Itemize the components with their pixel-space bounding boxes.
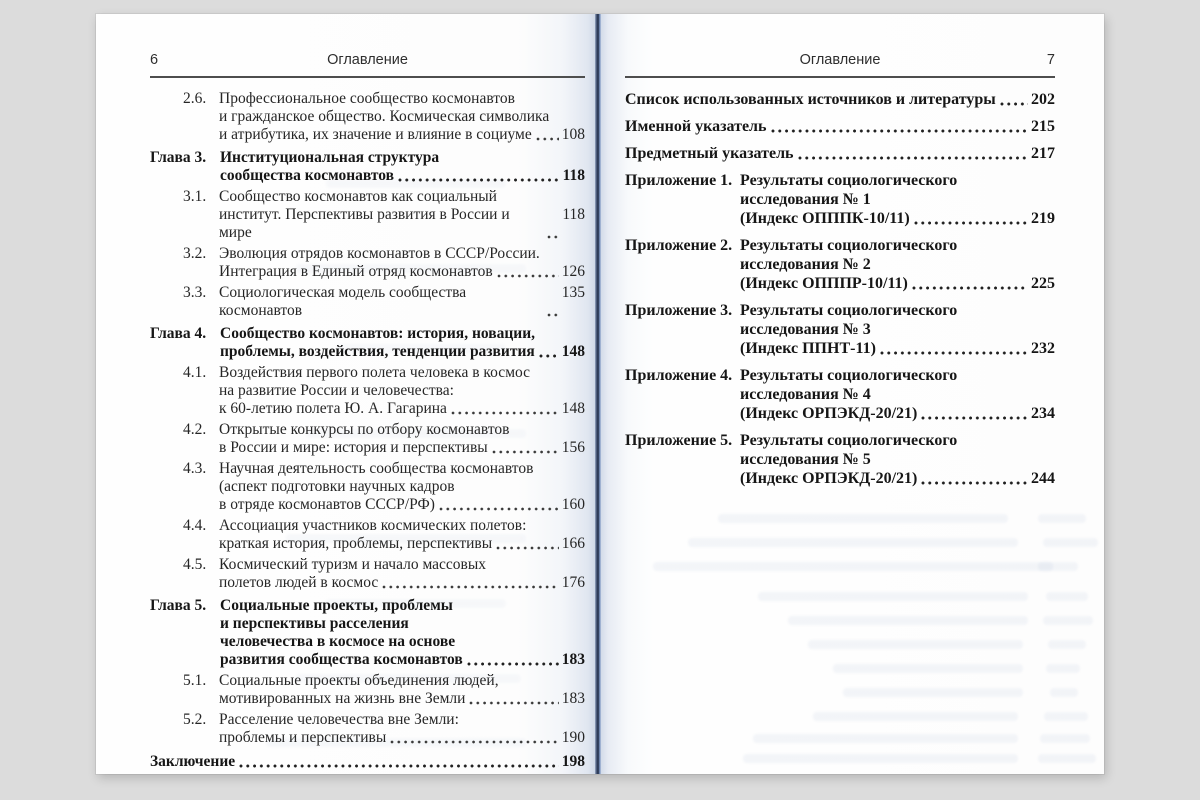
ghost-text-bar: [1043, 538, 1098, 547]
toc-entry-line: [150, 753, 585, 771]
toc-entry-line: исследования № 4: [740, 386, 871, 403]
toc-entry-line: исследования № 2: [740, 256, 871, 273]
dot-leader: [912, 286, 1028, 290]
toc-entry-text: [219, 517, 585, 553]
toc-entry-line-text: к 60-летию полета Ю. А. Гагарина: [219, 400, 447, 417]
toc-entry-text: [740, 431, 1055, 488]
toc-entry: [150, 753, 585, 771]
toc-entry: [150, 325, 585, 361]
toc-entry-line-text: институт. Перспективы развития в России и мире: [219, 206, 510, 241]
toc-entry-line: Сообщество космонавтов как социальный: [219, 188, 497, 205]
toc-entry-line: [220, 167, 585, 185]
toc-entry: [150, 284, 585, 320]
toc-entry-page-number: 244: [1031, 470, 1055, 487]
toc-entry-line: Институциональная структура: [220, 149, 440, 166]
toc-entry-label: 5.2.: [183, 711, 207, 728]
toc-entry-page-number: 148: [561, 400, 585, 417]
toc-entry-label: Глава 5.: [150, 597, 207, 614]
toc-entry-text: [219, 284, 585, 320]
toc-entry-line-text: Предметный указатель: [625, 145, 794, 162]
toc-entry-label: 2.6.: [183, 90, 207, 107]
ghost-text-bar: [1046, 592, 1088, 601]
toc-entry-line: [740, 274, 1055, 293]
toc-entry-line: [740, 469, 1055, 488]
toc-entry: [150, 188, 585, 242]
toc-entry-page-number: 183: [561, 651, 585, 668]
toc-entry-line: Результаты социологического: [740, 367, 958, 384]
toc-entry-line-text: Заключение: [150, 753, 236, 770]
ghost-text-bar: [788, 616, 1028, 625]
toc-entry-line: [740, 404, 1055, 423]
book-spine-gutter: [595, 14, 601, 774]
toc-entry-page-number: 135: [561, 284, 585, 301]
dot-leader: [469, 701, 558, 705]
toc-entry-label: Приложение 2.: [625, 237, 733, 254]
toc-entry: [625, 366, 1055, 423]
toc-entry-line: человечества в космосе на основе: [220, 633, 456, 650]
toc-entry-line: [219, 400, 585, 418]
toc-entry-text: [219, 421, 585, 457]
toc-entry-line-text: развития сообщества космонавтов: [220, 651, 463, 668]
toc-entry: [625, 236, 1055, 293]
toc-entry-line-text: в России и мире: история и перспективы: [219, 439, 488, 456]
toc-entry-page-number: 156: [561, 439, 585, 456]
toc-entry-line-text: Социологическая модель сообщества космонавтов: [219, 284, 467, 319]
running-head: Оглавление: [799, 52, 881, 68]
ghost-text-bar: [813, 712, 1018, 721]
dot-leader: [914, 221, 1028, 225]
toc-entry-line-text: полетов людей в космос: [219, 574, 379, 591]
toc-entry-line-text: (Индекс ОПППК-10/11): [740, 210, 910, 227]
toc-entry-line: [625, 117, 1055, 136]
toc-entry-line: [219, 206, 585, 242]
toc-entry-text: [219, 90, 585, 144]
toc-entry-text: [740, 171, 1055, 228]
right-page-header: [625, 52, 1055, 72]
header-rule: [625, 76, 1055, 78]
toc-entry: [150, 90, 585, 144]
toc-entry-text: [625, 117, 1055, 136]
toc-entry-line: Результаты социологического: [740, 237, 958, 254]
toc-entry-line-text: (Индекс ППНТ-11): [740, 340, 876, 357]
toc-entry-text: [740, 301, 1055, 358]
dot-leader: [539, 354, 559, 358]
dot-leader: [439, 507, 559, 511]
dot-leader: [497, 274, 559, 278]
right-page: [598, 14, 1104, 774]
toc-entry-page-number: 148: [561, 343, 585, 360]
toc-entry-page-number: 118: [562, 167, 585, 184]
toc-entry-line-text: в отряде космонавтов СССР/РФ): [219, 496, 435, 513]
toc-entry: [625, 144, 1055, 163]
dot-leader: [771, 129, 1029, 133]
ghost-text-bar: [753, 734, 1018, 743]
ghost-text-bar: [1038, 562, 1078, 571]
ghost-text-bar: [833, 664, 1023, 673]
toc-entry-label: Приложение 1.: [625, 172, 733, 189]
toc-entry-line: исследования № 1: [740, 191, 871, 208]
toc-entry-line: [625, 144, 1055, 163]
page-number: 7: [1046, 52, 1055, 68]
toc-entry-line: [219, 126, 585, 144]
toc-entry-line-text: краткая история, проблемы, перспективы: [219, 535, 493, 552]
toc-entry-line: Результаты социологического: [740, 172, 958, 189]
ghost-text-bar: [1048, 640, 1086, 649]
toc-entry-line: Социальные проекты объединения людей,: [219, 672, 499, 689]
toc-entry: [150, 460, 585, 514]
toc-entry-page-number: 225: [1031, 275, 1055, 292]
toc-entry-line: Профессиональное сообщество космонавтов: [219, 90, 515, 107]
ghost-text-bar: [1043, 616, 1093, 625]
dot-leader: [239, 764, 559, 768]
toc-entry-text: [625, 90, 1055, 109]
toc-entry-label: Глава 3.: [150, 149, 207, 166]
toc-entry: [150, 711, 585, 747]
toc-entry-line: Космический туризм и начало массовых: [219, 556, 487, 573]
toc-entry-text: [625, 144, 1055, 163]
running-head: Оглавление: [327, 52, 408, 68]
dot-leader: [492, 450, 559, 454]
toc-entry: [150, 672, 585, 708]
toc-entry: [625, 90, 1055, 109]
dot-leader: [536, 137, 559, 141]
toc-entry-text: [219, 188, 585, 242]
toc-entry-label: 3.3.: [183, 284, 207, 301]
page-number: 6: [150, 52, 159, 68]
toc-entry: [150, 421, 585, 457]
toc-entry-text: [150, 753, 585, 771]
ghost-text-bar: [688, 538, 1018, 547]
toc-entry-page-number: 215: [1031, 118, 1055, 135]
toc-entry-text: [220, 149, 585, 185]
dot-leader: [390, 740, 558, 744]
left-page: [96, 14, 598, 774]
toc-entry-line: Научная деятельность сообщества космонавтов: [219, 460, 534, 477]
toc-entry-line: Открытые конкурсы по отбору космонавтов: [219, 421, 510, 438]
toc-entry-page-number: 219: [1031, 210, 1055, 227]
toc-entry-line-text: Список использованных источников и литературы: [625, 91, 996, 108]
toc-entry-text: [219, 460, 585, 514]
dot-leader: [880, 351, 1028, 355]
toc-entry-page-number: 202: [1031, 91, 1055, 108]
toc-entries-left: [150, 90, 585, 771]
toc-entry-line-text: мотивированных на жизнь вне Земли: [219, 690, 466, 707]
dot-leader: [798, 156, 1028, 160]
toc-entry-line: Ассоциация участников космических полетов:: [219, 517, 527, 534]
toc-entry-text: [740, 366, 1055, 423]
header-rule: [150, 76, 585, 78]
ghost-text-bar: [1044, 712, 1088, 721]
toc-entry-page-number: 160: [561, 496, 585, 513]
toc-entry-line: [220, 651, 585, 669]
toc-entry-page-number: 166: [561, 535, 585, 552]
toc-entry-line: [219, 439, 585, 457]
ghost-text-bar: [743, 754, 1018, 763]
toc-entry-label: 3.1.: [183, 188, 207, 205]
toc-entry-line-text: (Индекс ОРПЭКД-20/21): [740, 470, 918, 487]
toc-entry-page-number: 108: [561, 126, 585, 143]
dot-leader: [398, 178, 560, 182]
toc-entry-label: Глава 4.: [150, 325, 207, 342]
toc-entry-page-number: 118: [562, 206, 585, 223]
ghost-text-bar: [808, 640, 1023, 649]
toc-entry-line: исследования № 5: [740, 451, 871, 468]
ghost-text-bar: [843, 688, 1023, 697]
toc-entry-line: [740, 339, 1055, 358]
toc-entry-line-text: проблемы и перспективы: [219, 729, 387, 746]
toc-entry-label: 3.2.: [183, 245, 207, 262]
toc-entry-page-number: 198: [561, 753, 585, 770]
dot-leader: [921, 481, 1028, 485]
toc-entry-line: [219, 284, 585, 320]
toc-entry-line-text: Интеграция в Единый отряд космонавтов: [219, 263, 493, 280]
toc-entry-label: 4.3.: [183, 460, 207, 477]
ghost-text-bar: [1038, 754, 1096, 763]
dot-leader: [467, 662, 559, 666]
ghost-text-bar: [1040, 734, 1090, 743]
toc-entry-line: Воздействия первого полета человека в космос: [219, 364, 531, 381]
toc-entry-line: (аспект подготовки научных кадров: [219, 478, 455, 495]
toc-entry-page-number: 217: [1031, 145, 1055, 162]
toc-entry-page-number: 232: [1031, 340, 1055, 357]
toc-entry-line: [219, 574, 585, 592]
toc-entry-text: [219, 245, 585, 281]
ghost-text-bar: [718, 514, 1008, 523]
toc-entry-label: 4.4.: [183, 517, 207, 534]
ghost-text-bar: [653, 562, 1053, 571]
toc-entry-page-number: 183: [561, 690, 585, 707]
toc-entry: [150, 149, 585, 185]
toc-entry-line: [625, 90, 1055, 109]
toc-entry: [150, 556, 585, 592]
toc-entry-text: [219, 364, 585, 418]
toc-entry-line-text: (Индекс ОРПЭКД-20/21): [740, 405, 918, 422]
toc-entry-line-text: проблемы, воздействия, тенденции развития: [220, 343, 535, 360]
toc-entry-line: Сообщество космонавтов: история, новации,: [220, 325, 536, 342]
toc-entry-line-text: (Индекс ОПППР-10/11): [740, 275, 908, 292]
toc-entry-page-number: 234: [1031, 405, 1055, 422]
toc-entry: [150, 245, 585, 281]
dot-leader: [1000, 102, 1028, 106]
toc-entry-line-text: Именной указатель: [625, 118, 767, 135]
toc-entry: [625, 431, 1055, 488]
toc-entry-text: [220, 325, 585, 361]
toc-entry: [625, 301, 1055, 358]
dot-leader: [921, 416, 1028, 420]
toc-entry-page-number: 176: [561, 574, 585, 591]
toc-entry: [150, 517, 585, 553]
toc-entry-page-number: 126: [561, 263, 585, 280]
toc-entry: [150, 364, 585, 418]
toc-entry-text: [220, 597, 585, 669]
toc-entry: [625, 171, 1055, 228]
dot-leader: [547, 313, 559, 317]
toc-entry-line: Социальные проекты, проблемы: [220, 597, 453, 614]
toc-entry-line: исследования № 3: [740, 321, 871, 338]
left-page-header: [150, 52, 585, 72]
toc-entry-line: [740, 209, 1055, 228]
toc-entry: [625, 117, 1055, 136]
toc-entry-page-number: 190: [561, 729, 585, 746]
toc-entries-right: [625, 90, 1055, 488]
toc-entry-line: Эволюция отрядов космонавтов в СССР/России.: [219, 245, 540, 262]
toc-entry-line: [220, 343, 585, 361]
toc-entry-line-text: и атрибутика, их значение и влияние в социуме: [219, 126, 532, 143]
toc-entry-line: [219, 496, 585, 514]
toc-entry-line: Расселение человечества вне Земли:: [219, 711, 459, 728]
toc-entry-label: 5.1.: [183, 672, 207, 689]
toc-entry-line-text: сообщества космонавтов: [220, 167, 395, 184]
toc-entry-label: 4.5.: [183, 556, 207, 573]
toc-entry-text: [740, 236, 1055, 293]
toc-entry-line: [219, 263, 585, 281]
ghost-text-bar: [1050, 688, 1078, 697]
toc-entry-line: и перспективы расселения: [220, 615, 409, 632]
ghost-text-bar: [1046, 664, 1080, 673]
toc-entry-label: 4.2.: [183, 421, 207, 438]
toc-entry-label: 4.1.: [183, 364, 207, 381]
toc-entry-line: [219, 690, 585, 708]
ghost-text-bar: [1038, 514, 1086, 523]
toc-entry-label: Приложение 3.: [625, 302, 733, 319]
toc-entry-line: [219, 729, 585, 747]
toc-entry-line: Результаты социологического: [740, 432, 958, 449]
toc-entry-text: [219, 672, 585, 708]
toc-entry-line: и гражданское общество. Космическая символика: [219, 108, 550, 125]
toc-entry-text: [219, 711, 585, 747]
toc-entry-line: [219, 535, 585, 553]
dot-leader: [496, 546, 559, 550]
toc-entry-line: Результаты социологического: [740, 302, 958, 319]
book-spread: [96, 14, 1104, 774]
toc-entry-line: на развитие России и человечества:: [219, 382, 454, 399]
dot-leader: [547, 235, 559, 239]
ghost-text-bar: [758, 592, 1028, 601]
toc-entry: [150, 597, 585, 669]
toc-entry-label: Приложение 4.: [625, 367, 733, 384]
dot-leader: [382, 585, 559, 589]
toc-entry-label: Приложение 5.: [625, 432, 733, 449]
dot-leader: [451, 411, 559, 415]
toc-entry-text: [219, 556, 585, 592]
